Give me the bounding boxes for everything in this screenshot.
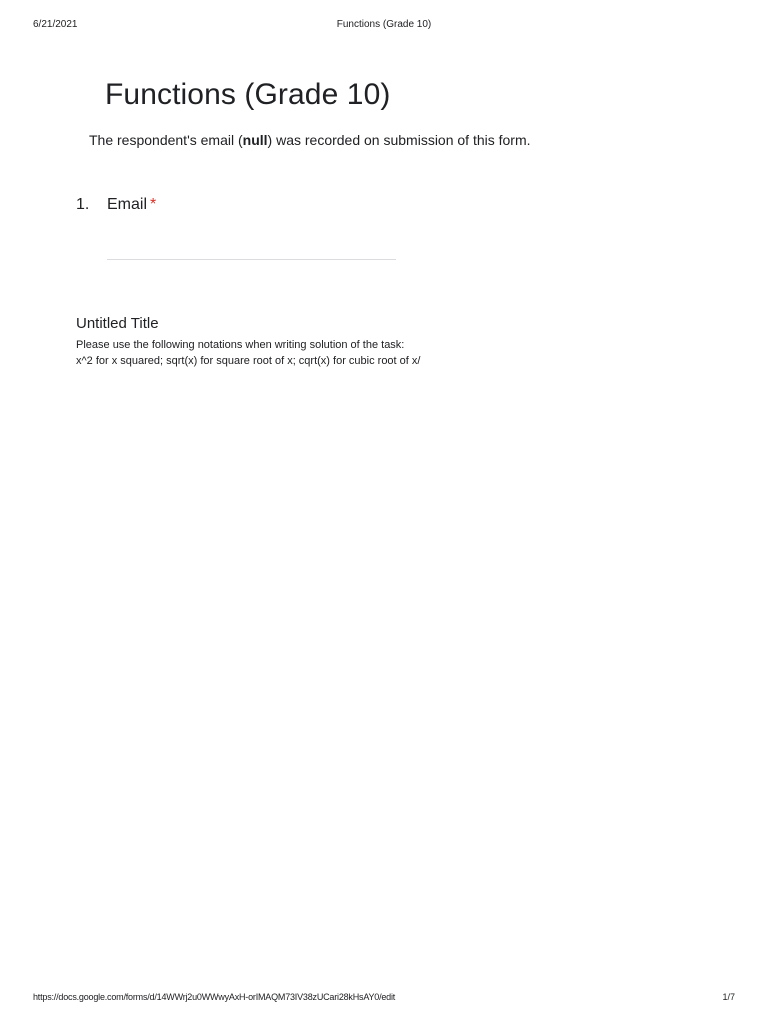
email-notice-prefix: The respondent's email (	[89, 132, 243, 148]
question-label-text: Email	[107, 196, 148, 213]
question-number: 1.	[76, 196, 90, 213]
email-notice-value: null	[242, 132, 268, 148]
email-notice	[89, 132, 531, 148]
email-answer-field[interactable]	[107, 259, 396, 260]
email-notice-suffix: ) was recorded on submission of this form.	[267, 132, 531, 148]
print-header-title: Functions (Grade 10)	[336, 19, 432, 30]
section-description-line: Please use the following notations when writing solution of the task:	[76, 339, 405, 351]
section-description-line: x^2 for x squared; sqrt(x) for square root of x; cqrt(x) for cubic root of x/	[76, 355, 421, 367]
section-title: Untitled Title	[76, 315, 159, 332]
print-footer-page-number: 1/7	[722, 992, 735, 1002]
section-description	[76, 337, 420, 369]
required-marker: *	[150, 196, 157, 213]
question-label	[107, 196, 156, 214]
print-header-date: 6/21/2021	[33, 19, 78, 30]
form-title: Functions (Grade 10)	[105, 78, 391, 111]
print-footer-url: https://docs.google.com/forms/d/14WWrj2u0WWwyAxH-orIMAQM73IV38zUCari28kHsAY0/edit	[33, 992, 396, 1002]
